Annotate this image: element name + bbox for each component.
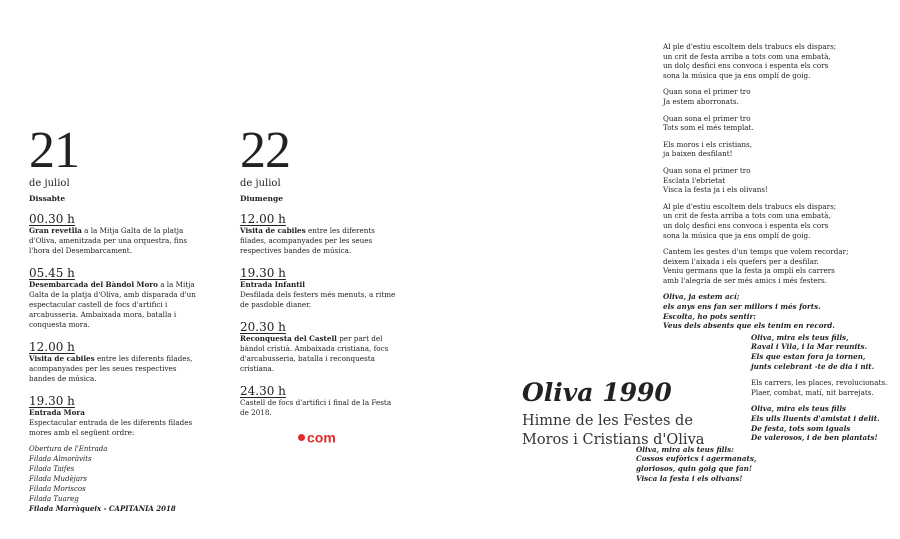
weekday-label: Diumenge (240, 194, 283, 203)
event-description: Reconquesta del Castell per part del bàndol cristià. Ambaixada cristiana, focs d'arcabusseria, batalla i reconquesta cristiana. (240, 334, 389, 373)
event-item (29, 340, 199, 384)
list-item: Filada Moriscos (29, 485, 86, 493)
poem-stanza: Quan sona el primer tro Ja estem aborronats. (663, 87, 751, 106)
list-item: Filada Tuareg (29, 495, 79, 503)
list-item: Filada Mudèjars (29, 475, 87, 483)
poem-chorus: Oliva, mira els teus fills Els ulls lluents d'amistat i delit. De festa, tots som iguals De valerosos, i de ben plantats! (751, 404, 880, 443)
poem-stanza: Quan sona el primer tro Esclata l'ebrietat Visca la festa ja i els olivans! (663, 165, 768, 195)
event-time: 05.45 h (29, 266, 75, 280)
event-time: 00.30 h (29, 212, 75, 226)
event-time: 24.30 h (240, 384, 286, 398)
event-item (29, 212, 199, 256)
poem-chorus: Oliva, mira els teus fills, Raval i Vila, i la Mar reunits. Els que estan fora ja tornen, junts celebrant -te de dia i nit. (751, 332, 875, 371)
poem-chorus: Oliva, mira als teus fills: Cossos eufòrics i agermanats, gloriosos, quin goig que fan! Visca la festa i els olivans! (636, 444, 757, 483)
event-description: Gran revetlla a la Mitja Galta de la platja d'Oliva, amenitzada per una orquestra, fins l'hora del Desembarcament. (29, 226, 188, 255)
event-description: Visita de cabiles entre les diferents filades, acompanyades per les seues respectives bandes de música. (240, 226, 375, 255)
event-item (29, 394, 199, 438)
event-description: Entrada Infantil Desfilada dels festers més menuts, a ritme de pasdoble dianer. (240, 280, 396, 309)
poem-stanza: Els carrers, les places, revolucionats. Plaer, combat, matí, nit barrejats. (751, 378, 888, 397)
event-description: Entrada Mora Espectacular entrada de les diferents filades mores amb el següent ordre: (29, 408, 193, 437)
list-item: Filada Almoràvits (29, 455, 92, 463)
event-item (29, 266, 199, 330)
month-label: de juliol (240, 178, 281, 189)
weekday-label: Dissabte (29, 194, 66, 203)
event-item (240, 320, 400, 374)
poem-stanza: Al ple d'estiu escoltem dels trabucs els dispars; un crit de festa arriba a tots com una embatà, un dolç desfici ens convoca i espenta els cors sona la música que ja ens omplí de goig. (663, 201, 837, 240)
parade-order-list (29, 444, 199, 514)
poem-stanza: Els moros i els cristians, ja baixen desfilant! (663, 139, 753, 159)
day-21-column (29, 122, 199, 514)
list-item: Filada Taifes (29, 465, 75, 473)
event-time: 19.30 h (240, 266, 286, 280)
list-item: Filada Marràqueix - CAPITANIA 2018 (29, 504, 176, 513)
poem-stanza: Al ple d'estiu escoltem dels trabucs els dispars; un crit de festa arriba a tots com una embatà, un dolç desfici ens convoca i espenta els cors sona la música que ja ens omplí de goig. (663, 42, 837, 80)
list-item: Obertura de l'Entrada (29, 445, 108, 453)
event-time: 12.00 h (29, 340, 75, 354)
poem-stanza: Cantem les gestes d'un temps que volem recordar; deixem l'aixada i els quefers per a desfilar. Veniu germans que la festa ja omplí els carrers amb l'alegria de ser més amics i més festers. (663, 247, 849, 285)
month-label: de juliol (29, 178, 70, 189)
event-time: 19.30 h (29, 394, 75, 408)
poem-chorus: Oliva, ja estem ací; els anys ens fan ser millors i més forts. Escolta, ho pots sentir: Veus dels absents que els tenim en record. (663, 292, 835, 331)
event-item (240, 266, 400, 310)
event-item (240, 212, 400, 256)
day-number: 21 (29, 122, 79, 179)
event-time: 12.00 h (240, 212, 286, 226)
hymn-subtitle: Himne de les Festes de Moros i Cristians d'Oliva (522, 413, 705, 448)
event-description: Castell de focs d'artifici i final de la Festa de 2018. (240, 398, 392, 417)
day-22-column (240, 122, 400, 418)
event-item (240, 384, 400, 418)
poem-stanza: Quan sona el primer tro Tots som el més templat. (663, 113, 754, 133)
event-time: 20.30 h (240, 320, 286, 334)
hymn-title: Oliva 1990 (522, 378, 672, 407)
event-description: Desembarcada del Bàndol Moro a la Mitja Galta de la platja d'Oliva, amb disparada d'un espectacular castell de focs d'artifici i arcabusseria. Ambaixada mora, batalla i conquesta mora. (29, 280, 196, 329)
event-description: Visita de cabiles entre les diferents filades, acompanyades per les seues respectives bandes de música. (29, 354, 193, 383)
day-number: 22 (240, 122, 290, 179)
com-logo: com (298, 428, 336, 445)
